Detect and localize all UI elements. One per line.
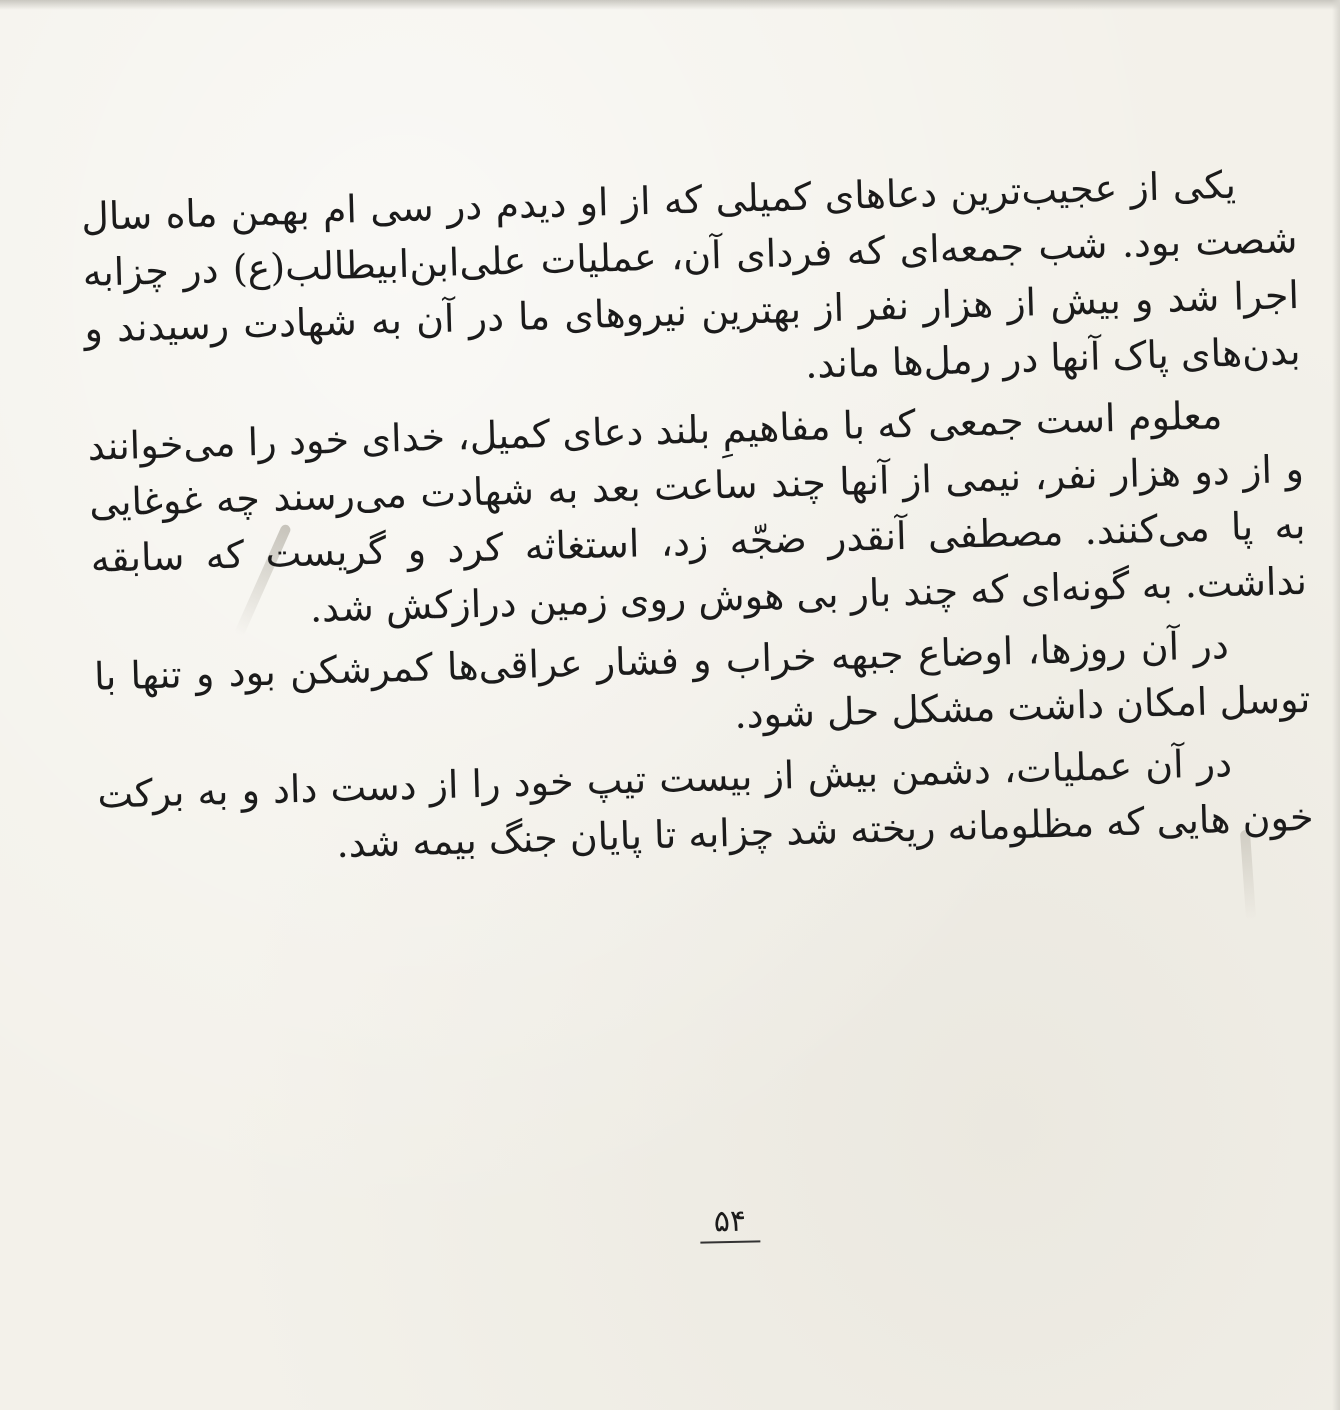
- paragraph-2: معلوم است جمعی که با مفاهیمِ بلند دعای کمیل، خدای خود را می‌خوانند و از دو هزار نفر، نیمی از آنها چند ساعت بعد به شهادت می‌رسند چه غوغایی به پا می‌کنند. مصطفی آنقدر ضجّه زد، استغاثه کرد و گریست که سابقه نداشت. به گونه‌ای که چند بار بی هوش روی زمین درازکش شد.: [87, 393, 1308, 631]
- paragraph-1: یکی از عجیب‌ترین دعاهای کمیلی که از او دیدم در سی ام بهمن ماه سال شصت بود. شب جمعه‌ای که فردای آن، عملیات علی‌ابن‌ابیطالب(ع) در چزابه اجرا شد و بیش از هزار نفر از بهترین نیروهای ما در آن به شهادت رسیدند و بدن‌های پاک آنها در رمل‌ها ماند.: [80, 162, 1302, 387]
- page-number: ۵۴: [700, 1204, 761, 1243]
- paragraph-4: در آن عملیات، دشمن بیش از بیست تیپ خود را از دست داد و به برکت خون هایی که مظلومانه ریخته شد چزابه تا پایان جنگ بیمه شد.: [96, 741, 1315, 867]
- body-text: [80, 155, 1314, 885]
- page-top-edge: [0, 0, 1340, 10]
- page-right-edge: [1332, 0, 1340, 1410]
- paragraph-3: در آن روزها، اوضاع جبهه خراب و فشار عراقی‌ها کمرشکن بود و تنها با توسل امکان داشت مشکل حل شود.: [93, 623, 1311, 737]
